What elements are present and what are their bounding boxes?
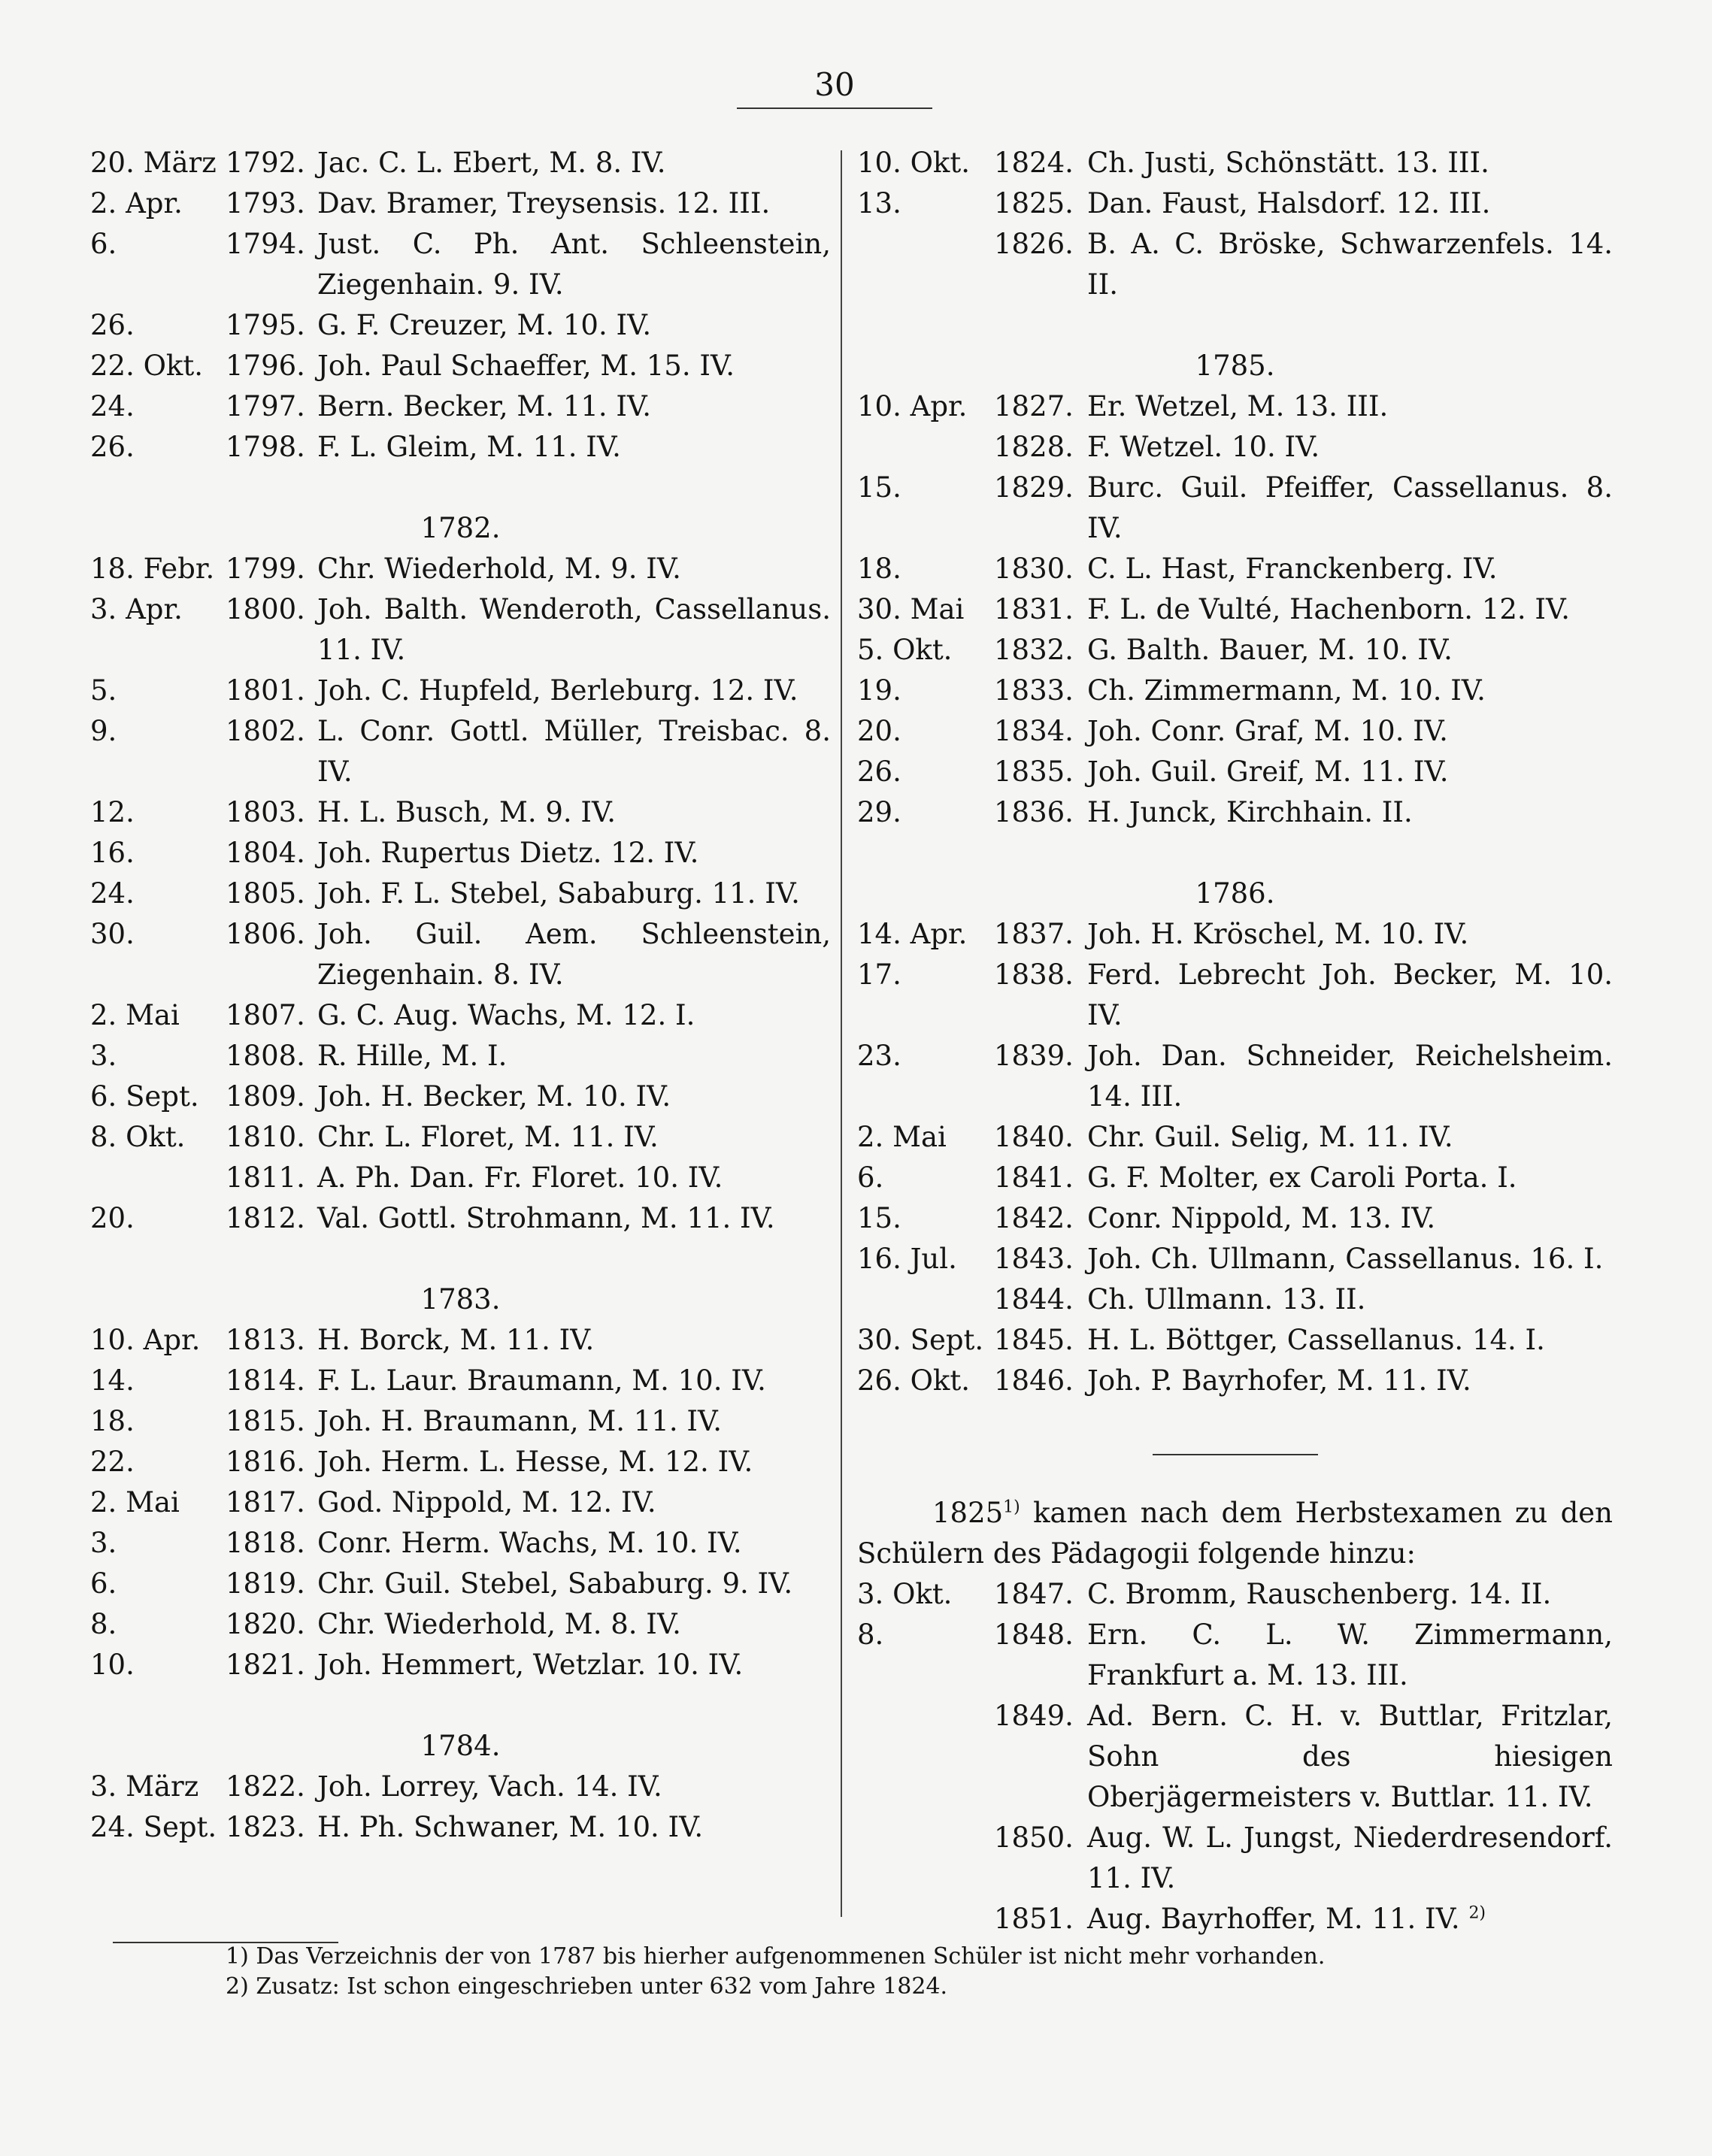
entry-number: 1798.	[226, 431, 305, 463]
entry-date: 5. Okt.	[857, 634, 953, 666]
footnotes	[226, 1942, 1429, 2002]
entry-number: 1848.	[994, 1619, 1074, 1651]
entry-date: 15.	[857, 471, 901, 504]
entry-date: 20.	[857, 715, 901, 747]
register-entry	[90, 1482, 831, 1523]
entry-number: 1799.	[226, 553, 305, 585]
entry-number: 1834.	[994, 715, 1074, 747]
register-entry	[90, 914, 831, 995]
entry-name: Joh. Guil. Aem. Schleenstein, Ziegenhain. 8. IV.	[317, 918, 831, 991]
entry-date: 8. Okt.	[90, 1121, 186, 1153]
entry-name: F. L. Gleim, M. 11. IV.	[317, 431, 621, 463]
register-entry	[857, 630, 1613, 671]
entry-name: Er. Wetzel, M. 13. III.	[1087, 390, 1389, 422]
register-entry	[857, 752, 1613, 792]
entry-name: Jac. C. L. Ebert, M. 8. IV.	[317, 147, 666, 179]
entry-name: Joh. Paul Schaeffer, M. 15. IV.	[317, 350, 735, 382]
entry-number: 1829.	[994, 471, 1074, 504]
entry-name: Chr. Wiederhold, M. 9. IV.	[317, 553, 681, 585]
register-entry	[857, 183, 1613, 224]
entry-date: 13.	[857, 187, 901, 220]
entry-number: 1803.	[226, 796, 305, 828]
entry-number: 1826.	[994, 228, 1074, 260]
entry-date: 26.	[90, 309, 135, 341]
entry-number: 1838.	[994, 958, 1074, 991]
entry-name: G. C. Aug. Wachs, M. 12. I.	[317, 999, 695, 1031]
entry-name: H. L. Busch, M. 9. IV.	[317, 796, 617, 828]
entry-number: 1811.	[226, 1161, 305, 1194]
entry-name: C. Bromm, Rauschenberg. 14. II.	[1087, 1578, 1552, 1610]
entry-date: 16. Jul.	[857, 1243, 957, 1275]
right-column	[857, 143, 1613, 1939]
entry-date: 20.	[90, 1202, 135, 1234]
entry-name: Joh. H. Braumann, M. 11. IV.	[317, 1405, 722, 1437]
entry-name: R. Hille, M. I.	[317, 1040, 508, 1072]
entry-date: 8.	[90, 1608, 117, 1640]
entry-name: G. F. Molter, ex Caroli Porta. I.	[1087, 1161, 1517, 1194]
register-entry	[857, 1818, 1613, 1899]
entry-date: 18.	[90, 1405, 135, 1437]
register-entry	[857, 549, 1613, 589]
register-entry	[857, 671, 1613, 711]
entry-name: Ad. Bern. C. H. v. Buttlar, Fritzlar, Sohn des hiesigen Oberjägermeisters v. Buttlar. 11. IV.	[1087, 1700, 1613, 1813]
register-entry	[90, 346, 831, 386]
entry-number: 1817.	[226, 1486, 305, 1519]
entry-date: 10. Okt.	[857, 147, 970, 179]
entry-date: 3. Okt.	[857, 1578, 953, 1610]
entry-number: 1833.	[994, 674, 1074, 707]
entry-number: 1839.	[994, 1040, 1074, 1072]
entry-name: Ch. Zimmermann, M. 10. IV.	[1087, 674, 1486, 707]
entry-number: 1809.	[226, 1080, 305, 1113]
entry-date: 2. Mai	[90, 1486, 180, 1519]
entry-number: 1795.	[226, 309, 305, 341]
entry-date: 2. Mai	[857, 1121, 947, 1153]
entry-name: Joh. F. L. Stebel, Sababurg. 11. IV.	[317, 877, 800, 910]
entry-date: 30. Sept.	[857, 1324, 984, 1356]
register-entry	[857, 1198, 1613, 1239]
entry-date: 10. Apr.	[90, 1324, 201, 1356]
entry-number: 1804.	[226, 837, 305, 869]
entry-date: 18.	[857, 553, 901, 585]
register-entry	[90, 305, 831, 346]
entry-name: Chr. Guil. Stebel, Sababurg. 9. IV.	[317, 1567, 793, 1600]
register-entry	[857, 143, 1613, 183]
register-entry	[857, 589, 1613, 630]
entry-number: 1841.	[994, 1161, 1074, 1194]
entry-number: 1819.	[226, 1567, 305, 1600]
entry-number: 1845.	[994, 1324, 1074, 1356]
register-entry	[857, 468, 1613, 549]
entry-date: 6.	[90, 228, 117, 260]
register-entry	[90, 792, 831, 833]
entry-name: Joh. Herm. L. Hesse, M. 12. IV.	[317, 1446, 753, 1478]
entry-name: B. A. C. Bröske, Schwarzenfels. 14. II.	[1087, 228, 1613, 301]
entry-date: 6. Sept.	[90, 1080, 199, 1113]
page-number: 30	[814, 66, 855, 103]
entry-date: 3.	[90, 1527, 117, 1559]
entry-number: 1847.	[994, 1578, 1074, 1610]
register-entry	[90, 589, 831, 671]
entry-name: Joh. Hemmert, Wetzlar. 10. IV.	[317, 1649, 744, 1681]
register-entry	[90, 711, 831, 792]
entry-number: 1832.	[994, 634, 1074, 666]
entry-name: Joh. Balth. Wenderoth, Cassellanus. 11. IV.	[317, 593, 831, 666]
register-entry	[90, 671, 831, 711]
entry-date: 6.	[90, 1567, 117, 1600]
entry-date: 5.	[90, 674, 117, 707]
register-entry	[90, 224, 831, 305]
entry-number: 1824.	[994, 147, 1074, 179]
entry-number: 1844.	[994, 1283, 1074, 1316]
entry-number: 1806.	[226, 918, 305, 950]
entry-name: Chr. L. Floret, M. 11. IV.	[317, 1121, 659, 1153]
register-entry	[857, 1320, 1613, 1361]
entry-number: 1810.	[226, 1121, 305, 1153]
page-number-rule	[737, 107, 932, 109]
entry-name: Burc. Guil. Pfeiffer, Cassellanus. 8. IV.	[1087, 471, 1613, 544]
entry-name: God. Nippold, M. 12. IV.	[317, 1486, 656, 1519]
register-entry	[90, 1564, 831, 1604]
entry-number: 1828.	[994, 431, 1074, 463]
entry-date: 18. Febr.	[90, 553, 215, 585]
entry-date: 15.	[857, 1202, 901, 1234]
year-heading: 1784.	[420, 1730, 501, 1762]
entry-number: 1801.	[226, 674, 305, 707]
register-entry	[857, 1696, 1613, 1818]
entry-name: Joh. Guil. Greif, M. 11. IV.	[1087, 756, 1449, 788]
register-entry	[90, 1076, 831, 1117]
entry-number: 1797.	[226, 390, 305, 422]
entry-number: 1850.	[994, 1821, 1074, 1854]
entry-name: Joh. Dan. Schneider, Reichelsheim. 14. III.	[1087, 1040, 1613, 1113]
footnote-mark: 1)	[226, 1943, 249, 1970]
entry-name: A. Ph. Dan. Fr. Floret. 10. IV.	[317, 1161, 723, 1194]
entry-date: 12.	[90, 796, 135, 828]
entry-number: 1849.	[994, 1700, 1074, 1732]
column-divider	[841, 150, 842, 1917]
entry-date: 19.	[857, 674, 901, 707]
entry-number: 1818.	[226, 1527, 305, 1559]
entry-name: Joh. Lorrey, Vach. 14. IV.	[317, 1770, 662, 1803]
entry-name: F. Wetzel. 10. IV.	[1087, 431, 1320, 463]
entry-name: Conr. Herm. Wachs, M. 10. IV.	[317, 1527, 742, 1559]
entry-number: 1843.	[994, 1243, 1074, 1275]
entry-date: 26.	[90, 431, 135, 463]
register-entry	[857, 1158, 1613, 1198]
entry-date: 8.	[857, 1619, 884, 1651]
entry-date: 3.	[90, 1040, 117, 1072]
register-entry	[90, 143, 831, 183]
entry-number: 1796.	[226, 350, 305, 382]
entry-name: G. Balth. Bauer, M. 10. IV.	[1087, 634, 1453, 666]
footnote-ref-2: 2)	[1468, 1903, 1486, 1923]
entry-name: Just. C. Ph. Ant. Schleenstein, Ziegenhain. 9. IV.	[317, 228, 831, 301]
register-entry	[90, 183, 831, 224]
entry-date: 9.	[90, 715, 117, 747]
right-entries	[857, 143, 1613, 1401]
register-entry	[857, 1279, 1613, 1320]
entry-number: 1816.	[226, 1446, 305, 1478]
entry-number: 1820.	[226, 1608, 305, 1640]
entry-name: Joh. Rupertus Dietz. 12. IV.	[317, 837, 699, 869]
addendum-entries	[857, 1574, 1613, 1939]
entry-name: Aug. Bayrhoffer, M. 11. IV. $^{2)}$	[1087, 1903, 1486, 1935]
register-entry	[90, 874, 831, 914]
entry-number: 1851.	[994, 1903, 1074, 1935]
register-entry	[90, 1807, 831, 1848]
entry-name: Conr. Nippold, M. 13. IV.	[1087, 1202, 1436, 1234]
entry-name: Joh. H. Becker, M. 10. IV.	[317, 1080, 671, 1113]
entry-name: H. Borck, M. 11. IV.	[317, 1324, 595, 1356]
entry-date: 30.	[90, 918, 135, 950]
entry-name: L. Conr. Gottl. Müller, Treisbac. 8. IV.	[317, 715, 831, 788]
footnote-text: Das Verzeichnis der von 1787 bis hierher aufgenommenen Schüler ist nicht mehr vorhanden.	[256, 1943, 1326, 1970]
entry-date: 10.	[90, 1649, 135, 1681]
entry-number: 1822.	[226, 1770, 305, 1803]
entry-name: F. L. Laur. Braumann, M. 10. IV.	[317, 1364, 766, 1397]
year-heading: 1785.	[1195, 350, 1275, 382]
addendum-intro-text: kamen nach dem Herbstexamen zu den Schülern des Pädagogii folgende hinzu:	[857, 1497, 1614, 1570]
register-entry	[857, 427, 1613, 468]
entry-date: 23.	[857, 1040, 901, 1072]
entry-date: 3. März	[90, 1770, 199, 1803]
entry-date: 24.	[90, 390, 135, 422]
register-entry	[90, 1604, 831, 1645]
entry-name: F. L. de Vulté, Hachenborn. 12. IV.	[1087, 593, 1571, 625]
entry-name: Chr. Wiederhold, M. 8. IV.	[317, 1608, 681, 1640]
register-entry	[857, 955, 1613, 1036]
entry-number: 1846.	[994, 1364, 1074, 1397]
register-entry	[857, 914, 1613, 955]
register-entry	[90, 1036, 831, 1076]
entry-date: 17.	[857, 958, 901, 991]
register-entry	[90, 1320, 831, 1361]
entry-number: 1807.	[226, 999, 305, 1031]
entry-number: 1840.	[994, 1121, 1074, 1153]
register-entry	[857, 1574, 1613, 1615]
entry-date: 2. Mai	[90, 999, 180, 1031]
entry-number: 1831.	[994, 593, 1074, 625]
entry-number: 1815.	[226, 1405, 305, 1437]
register-entry	[857, 386, 1613, 427]
entry-date: 14.	[90, 1364, 135, 1397]
entry-number: 1827.	[994, 390, 1074, 422]
section-divider	[1153, 1454, 1318, 1455]
register-entry	[90, 549, 831, 589]
register-entry	[90, 1523, 831, 1564]
entry-name: Ch. Justi, Schönstätt. 13. III.	[1087, 147, 1489, 179]
register-entry	[857, 711, 1613, 752]
entry-name: Joh. Conr. Graf, M. 10. IV.	[1087, 715, 1448, 747]
footnote-text: Zusatz: Ist schon eingeschrieben unter 632 vom Jahre 1824.	[256, 1973, 948, 2000]
entry-date: 26.	[857, 756, 901, 788]
entry-name: Joh. H. Kröschel, M. 10. IV.	[1087, 918, 1469, 950]
entry-date: 22. Okt.	[90, 350, 203, 382]
entry-name: Chr. Guil. Selig, M. 11. IV.	[1087, 1121, 1453, 1153]
entry-name: Joh. Ch. Ullmann, Cassellanus. 16. I.	[1087, 1243, 1604, 1275]
register-entry	[90, 1117, 831, 1158]
entry-number: 1836.	[994, 796, 1074, 828]
register-entry	[90, 1401, 831, 1442]
footnote	[226, 1942, 1429, 1972]
entry-date: 6.	[857, 1161, 884, 1194]
entry-number: 1800.	[226, 593, 305, 625]
left-column	[90, 143, 831, 1848]
entry-name: H. L. Böttger, Cassellanus. 14. I.	[1087, 1324, 1545, 1356]
register-entry	[90, 833, 831, 874]
entry-number: 1793.	[226, 187, 305, 220]
entry-date: 29.	[857, 796, 901, 828]
entry-number: 1835.	[994, 756, 1074, 788]
register-entry	[90, 386, 831, 427]
entry-number: 1837.	[994, 918, 1074, 950]
entry-number: 1842.	[994, 1202, 1074, 1234]
entry-date: 22.	[90, 1446, 135, 1478]
entry-name: Val. Gottl. Strohmann, M. 11. IV.	[317, 1202, 775, 1234]
entry-name: Ferd. Lebrecht Joh. Becker, M. 10. IV.	[1087, 958, 1613, 1031]
footnote	[226, 1972, 1429, 2002]
register-entry	[857, 1615, 1613, 1696]
entry-number: 1813.	[226, 1324, 305, 1356]
addendum-intro	[857, 1493, 1613, 1574]
entry-name: Ern. C. L. W. Zimmermann, Frankfurt a. M. 13. III.	[1087, 1619, 1613, 1691]
entry-name: Aug. W. L. Jungst, Niederdresendorf. 11. IV.	[1087, 1821, 1613, 1894]
register-entry	[90, 995, 831, 1036]
addendum-year: 1825	[932, 1497, 1004, 1529]
entry-name: Joh. P. Bayrhofer, M. 11. IV.	[1087, 1364, 1471, 1397]
entry-date: 16.	[90, 837, 135, 869]
entry-date: 2. Apr.	[90, 187, 183, 220]
entry-name: H. Junck, Kirchhain. II.	[1087, 796, 1413, 828]
entry-date: 26. Okt.	[857, 1364, 970, 1397]
entry-name: Dav. Bramer, Treysensis. 12. III.	[317, 187, 771, 220]
entry-number: 1792.	[226, 147, 305, 179]
register-entry	[857, 1361, 1613, 1401]
year-heading: 1786.	[1195, 877, 1275, 910]
entry-number: 1808.	[226, 1040, 305, 1072]
entry-number: 1812.	[226, 1202, 305, 1234]
register-entry	[90, 1361, 831, 1401]
entry-number: 1814.	[226, 1364, 305, 1397]
year-heading: 1782.	[420, 512, 501, 544]
entry-number: 1825.	[994, 187, 1074, 220]
entry-date: 20. März	[90, 147, 217, 179]
year-heading: 1783.	[420, 1283, 501, 1316]
register-entry	[857, 1239, 1613, 1279]
register-entry	[90, 427, 831, 468]
register-entry	[90, 1645, 831, 1685]
entry-name: C. L. Hast, Franckenberg. IV.	[1087, 553, 1498, 585]
register-entry	[857, 1036, 1613, 1117]
register-entry	[857, 1899, 1613, 1939]
entry-number: 1802.	[226, 715, 305, 747]
entry-number: 1805.	[226, 877, 305, 910]
entry-name: Bern. Becker, M. 11. IV.	[317, 390, 652, 422]
entry-date: 24. Sept.	[90, 1811, 217, 1843]
entry-date: 14. Apr.	[857, 918, 968, 950]
register-entry	[90, 1198, 831, 1239]
footnote-ref-1: 1)	[1003, 1497, 1020, 1517]
entry-name: Ch. Ullmann. 13. II.	[1087, 1283, 1366, 1316]
register-entry	[857, 792, 1613, 833]
register-entry	[90, 1767, 831, 1807]
register-entry	[90, 1442, 831, 1482]
entry-name: Dan. Faust, Halsdorf. 12. III.	[1087, 187, 1491, 220]
entry-name: H. Ph. Schwaner, M. 10. IV.	[317, 1811, 704, 1843]
entry-date: 3. Apr.	[90, 593, 183, 625]
register-entry	[857, 1117, 1613, 1158]
entry-name: Joh. C. Hupfeld, Berleburg. 12. IV.	[317, 674, 798, 707]
register-entry	[857, 224, 1613, 305]
entry-number: 1821.	[226, 1649, 305, 1681]
entry-date: 30. Mai	[857, 593, 965, 625]
register-entry	[90, 1158, 831, 1198]
footnote-mark: 2)	[226, 1973, 249, 2000]
entry-date: 10. Apr.	[857, 390, 968, 422]
entry-number: 1830.	[994, 553, 1074, 585]
entry-date: 24.	[90, 877, 135, 910]
entry-number: 1794.	[226, 228, 305, 260]
entry-name: G. F. Creuzer, M. 10. IV.	[317, 309, 652, 341]
entry-number: 1823.	[226, 1811, 305, 1843]
